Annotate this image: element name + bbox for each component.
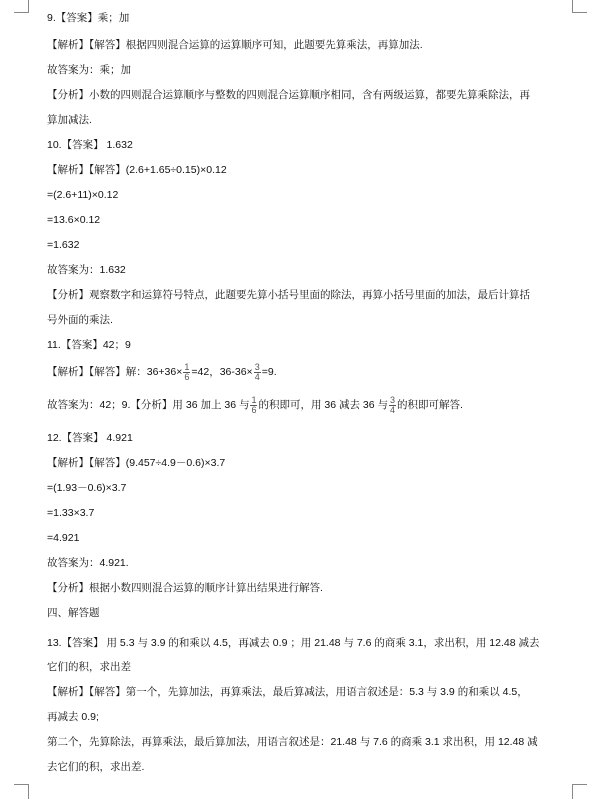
q11-final-end: 的积即可解答. — [397, 399, 463, 411]
q10-analysis: 【解析】【解答】(2.6+1.65÷0.15)×0.12 — [47, 164, 227, 176]
q12-step2: =1.33×3.7 — [47, 507, 95, 519]
q11-analysis-mid: =42，36-36× — [191, 366, 253, 378]
q11-analysis-lead: 【解析】【解答】解：36+36× — [47, 366, 183, 378]
q11-analysis — [47, 362, 561, 382]
fraction-1-6 — [183, 363, 190, 382]
q12-step1: =(1.93－0.6)×3.7 — [47, 482, 127, 494]
q12-explanation: 【分析】根据小数四则混合运算的顺序计算出结果进行解答. — [47, 582, 323, 594]
page-corner-mark — [572, 0, 587, 13]
q11-answer: 11.【答案】42；9 — [47, 339, 131, 351]
q11-final-lead: 故答案为：42；9.【分析】用 36 加上 36 与 — [47, 399, 250, 411]
q10-step3: =1.632 — [47, 239, 80, 251]
q10-explanation-line1: 【分析】观察数字和运算符号特点，此题要先算小括号里面的除法，再算小括号里面的加法，最后计算括 — [47, 289, 530, 301]
q10-answer: 10.【答案】 1.632 — [47, 139, 133, 151]
q9-final: 故答案为：乘；加 — [47, 64, 131, 76]
q10-final: 故答案为：1.632 — [47, 264, 126, 276]
fraction-denominator: 6 — [251, 404, 257, 415]
q11-analysis-end: =9. — [261, 366, 277, 378]
fraction-denominator: 4 — [390, 404, 396, 415]
q13-analysis-line2: 再减去 0.9; — [47, 711, 99, 723]
q13-analysis-line1: 【解析】【解答】第一个，先算加法，再算乘法，最后算减法，用语言叙述是：5.3 与 3.9 的和乘以 4.5， — [47, 686, 528, 698]
q10-step2: =13.6×0.12 — [47, 214, 101, 226]
q12-step3: =4.921 — [47, 532, 80, 544]
q9-answer: 9.【答案】乘；加 — [47, 12, 130, 24]
q13-answer-line2: 它们的积，求出差 — [47, 661, 131, 673]
fraction-denominator: 4 — [254, 371, 260, 382]
q12-analysis: 【解析】【解答】(9.457÷4.9－0.6)×3.7 — [47, 457, 226, 469]
q9-explanation-line2: 算加减法. — [47, 114, 92, 126]
q11-final-mid: 的积即可，用 36 减去 36 与 — [258, 399, 389, 411]
fraction-denominator: 6 — [184, 371, 190, 382]
q10-explanation-line2: 号外面的乘法. — [47, 314, 113, 326]
q9-analysis: 【解析】【解答】根据四则混合运算的运算顺序可知，此题要先算乘法，再算加法. — [47, 39, 423, 51]
q9-explanation-line1: 【分析】小数的四则混合运算顺序与整数的四则混合运算顺序相同，含有两级运算，都要先算乘除法，再 — [47, 89, 530, 101]
q13-analysis-line3: 第二个，先算除法，再算乘法，最后算加法，用语言叙述是：21.48 与 7.6 的商乘 3.1 求出积，用 12.48 减 — [47, 736, 538, 748]
q13-answer-line1: 13.【答案】 用 5.3 与 3.9 的和乘以 4.5，再减去 0.9 ；用 21.48 与 7.6 的商乘 3.1，求出积，用 12.48 减去 — [47, 637, 540, 649]
fraction-3-4 — [254, 363, 261, 382]
fraction-numerator: 1 — [251, 394, 257, 405]
page-corner-mark — [14, 0, 29, 13]
q10-step1: =(2.6+11)×0.12 — [47, 189, 119, 201]
q13-analysis-line4: 去它们的积，求出差. — [47, 761, 145, 773]
q12-final: 故答案为：4.921. — [47, 557, 129, 569]
fraction-1-6 — [250, 396, 257, 415]
section-heading: 四、解答题 — [47, 607, 100, 619]
fraction-numerator: 1 — [184, 361, 190, 372]
q11-final — [47, 395, 561, 415]
fraction-numerator: 3 — [390, 394, 396, 405]
q12-answer: 12.【答案】 4.921 — [47, 432, 133, 444]
fraction-numerator: 3 — [254, 361, 260, 372]
fraction-3-4 — [389, 396, 396, 415]
